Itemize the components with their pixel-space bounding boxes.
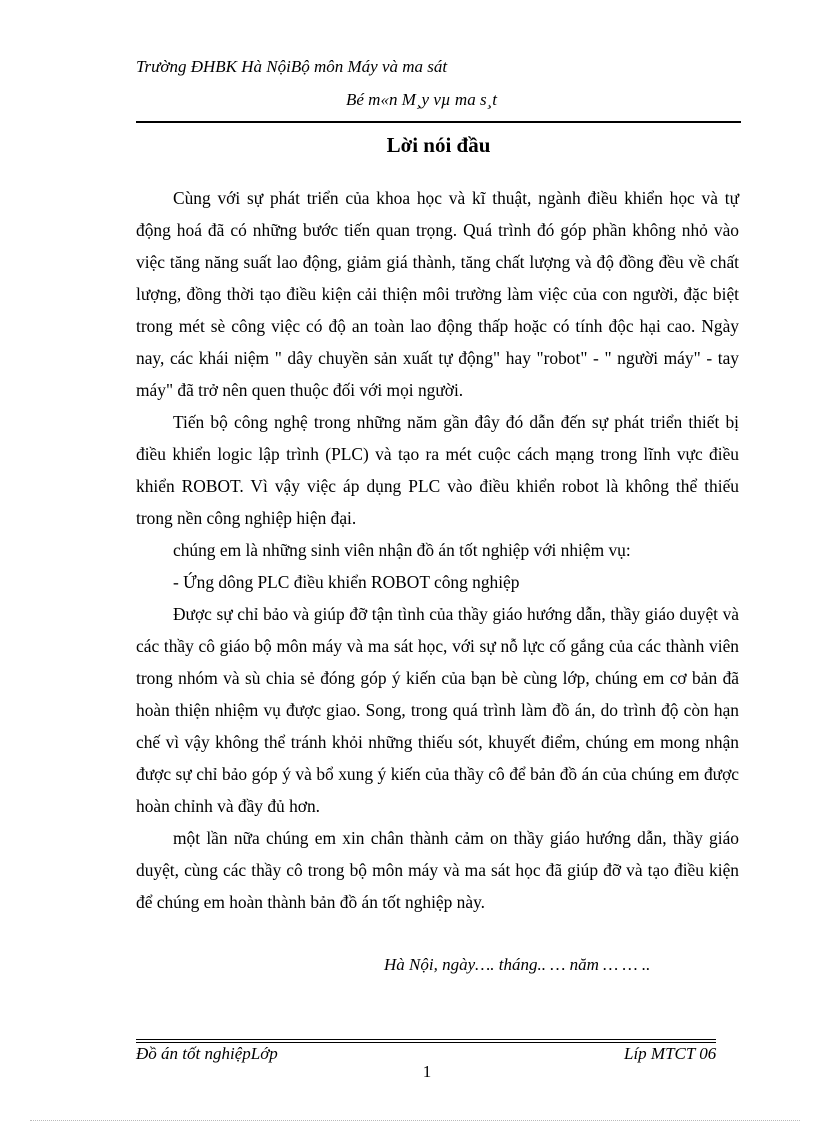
header-rule [136,121,741,123]
header-line-1: Trường ĐHBK Hà NộiBộ môn Máy và ma sát [136,57,448,76]
footer-left: Đồ án tốt nghiệpLớp [136,1044,278,1063]
footer-right: Líp MTCT 06 [624,1044,717,1063]
page-title: Lời nói đầu [386,133,491,157]
footer-rule [136,1039,716,1040]
footer-rule-secondary [136,1042,716,1043]
page-number: 1 [422,1062,432,1081]
paragraph-2: Tiến bộ công nghệ trong những năm gần đây đó dẫn đến sự phát triển thiết bị điều khiển logic lập trình (PLC) và tạo ra mét cuộc cách mạng trong lĩnh vực điều khiển ROBOT. Vì vậy việc áp dụng PLC vào điều khiển robot là không thể thiếu trong nền công nghiệp hiện đại. [136,412,739,528]
paragraph-6: một lần nữa chúng em xin chân thành cảm on thầy giáo hướng dẫn, thầy giáo duyệt, cùng các thầy cô trong bộ môn máy và ma sát học đã giúp đỡ và tạo điều kiện để chúng em hoàn thành bản đồ án tốt nghiệp này. [136,828,739,912]
paragraph-1: Cùng với sự phát triển của khoa học và kĩ thuật, ngành điều khiển học và tự động hoá đã có những bước tiến quan trọng. Quá trình đó góp phần không nhỏ vào việc tăng năng suất lao động, giảm giá thành, tăng chất lượng và độ đồng đều về chất lượng, đồng thời tạo điều kiện cải thiện môi trường làm việc của con người, đặc biệt trong mét sè công việc có độ an toàn lao động thấp hoặc có tính độc hại cao. Ngày nay, các khái niệm " dây chuyền sản xuất tự động" hay "robot" - " người máy" - tay máy" đã trở nên quen thuộc đối với mọi người. [136,188,739,400]
document-body [136,182,739,918]
paragraph-3: chúng em là những sinh viên nhận đồ án tốt nghiệp với nhiệm vụ: [173,540,631,560]
date-line: Hà Nội, ngày…. tháng.. … năm … … .. [384,955,651,974]
paragraph-5: Được sự chỉ bảo và giúp đỡ tận tình của thầy giáo hướng dẫn, thầy giáo duyệt và các thầy cô giáo bộ môn máy và ma sát học, với sự nỗ lực cố gắng của các thành viên trong nhóm và sù chia sẻ đóng góp ý kiến của bạn bè cùng lớp, chúng em cơ bản đã hoàn thiện nhiệm vụ được giao. Song, trong quá trình làm đồ án, do trình độ còn hạn chế vì vậy không thể tránh khỏi những thiếu sót, khuyết điểm, chúng em mong nhận được sự chỉ bảo góp ý và bổ xung ý kiến của thầy cô để bản đồ án của chúng em được hoàn chỉnh và đầy đủ hơn. [136,604,739,816]
paragraph-4: - Ứng dông PLC điều khiển ROBOT công nghiệp [173,572,520,592]
header-line-2: Bé m«n M¸y vµ ma s¸t [346,90,497,109]
page-edge [30,1120,800,1121]
